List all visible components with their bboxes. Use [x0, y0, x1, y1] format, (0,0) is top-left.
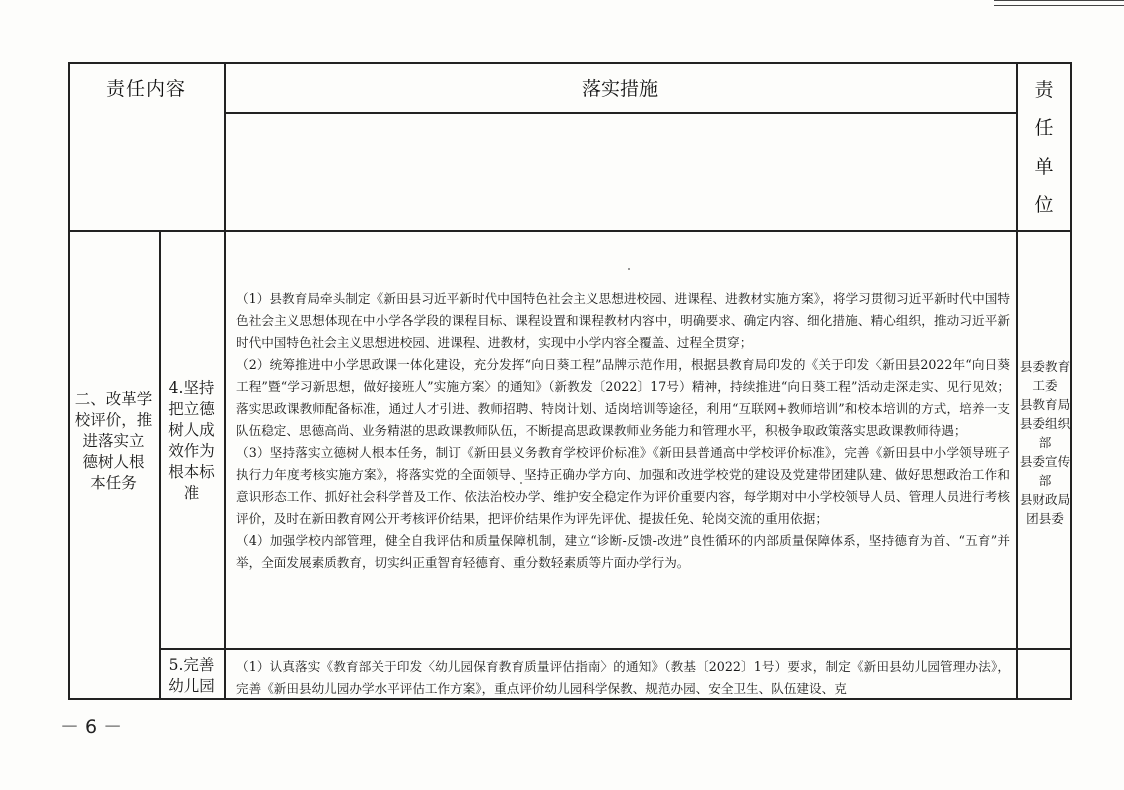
unit-line: 县委教育工委	[1019, 358, 1071, 393]
item-line: 幼儿园	[168, 677, 215, 695]
scan-speck	[520, 482, 522, 484]
top-edge-rule	[994, 0, 1124, 6]
item-line: 树人成	[168, 421, 215, 439]
header-unit-char: 单	[1034, 155, 1054, 178]
item-4-measures	[226, 234, 1016, 650]
item-4-cell	[159, 232, 224, 650]
header-implementation-measures: 落实措施	[581, 77, 658, 100]
responsibility-table	[68, 62, 1072, 700]
item-line: 把立德	[168, 400, 215, 418]
header-responsible-unit	[1016, 62, 1072, 230]
header-unit-char: 责	[1034, 79, 1054, 102]
measure-paragraph: （2）统筹推进中小学思政课一体化建设，充分发挥“向日葵工程”品牌示范作用，根据县教育局印发的《关于印发〈新田县2022年“向日葵工程”暨“学习新思想，做好接班人”实施方案〉的通知》（新教发〔2022〕17号）精神，持续推进“向日葵工程”活动走深走实、见行见效；落实思政课教师配备标准，通过人才引进、教师招聘、特岗计划、适岗培训等途径，利用“互联网+教师培训”和校本培训的方式，培养一支队伍稳定、思德高尚、业务精湛的思政课教师队伍，不断提高思政课教师业务能力和管理水平，积极争取政策落实思政课教师待遇；	[236, 357, 1010, 438]
scan-speck	[628, 268, 630, 270]
item-4-responsible-units	[1018, 234, 1072, 650]
category-line: 德树人根	[82, 452, 145, 471]
measure-paragraph: （1）县教育局牵头制定《新田县习近平新时代中国特色社会主义思想进校园、进课程、进教材实施方案》，将学习贯彻习近平新时代中国特色社会主义思想体现在中小学各学段的课程目标、课程设置和课程教材内容中，明确要求、确定内容、细化措施、精心组织，推动习近平新时代中国特色社会主义思想进校园、进课程、进教材，实现中小学内容全覆盖、过程全贯穿；	[236, 291, 1010, 350]
item-line: 效作为	[168, 442, 215, 460]
unit-line: 县财政局	[1019, 491, 1071, 507]
category-line: 本任务	[90, 473, 137, 492]
item-line: 根本标	[168, 463, 215, 481]
measure-paragraph: （4）加强学校内部管理，健全自我评估和质量保障机制，建立“诊断-反馈-改进”良性循环的内部质量保障体系，坚持德育为首、“五育”并举，全面发展素质教育，切实纠正重智育轻德育、重分数轻素质等片面办学行为。	[236, 533, 1010, 570]
item-line: 准	[183, 484, 200, 502]
unit-line: 县委宣传部	[1019, 453, 1071, 488]
measure-paragraph: （3）坚持落实立德树人根本任务，制订《新田县义务教育学校评价标准》《新田县普通高中学校评价标准》，完善《新田县中小学领导班子执行力年度考核实施方案》，将落实党的全面领导、坚持正确办学方向、加强和改进学校党的建设及党建带团建队建、做好思想政治工作和意识形态工作、抓好社会科学普及工作、依法治校办学、维护安全稳定作为评价重要内容，每学期对中小学校领导人员、管理人员进行考核评价，及时在新田教育网公开考核评价结果，把评价结果作为评先评优、提拔任免、轮岗交流的重用依据；	[236, 445, 1010, 526]
unit-line: 县委组织部	[1019, 415, 1071, 450]
item-5-cell	[159, 652, 224, 700]
page-number: －6－	[60, 716, 129, 738]
unit-line: 县教育局	[1019, 396, 1071, 412]
item-line: 4.坚持	[168, 379, 215, 397]
header-unit-char: 位	[1034, 193, 1054, 216]
item-5-measures	[226, 654, 1016, 700]
item-line: 5.完善	[168, 656, 215, 674]
header-unit-char: 任	[1034, 117, 1054, 140]
category-cell	[68, 232, 159, 650]
category-line: 校评价，推	[74, 410, 153, 429]
measure-paragraph: （1）认真落实《教育部关于印发〈幼儿园保育教育质量评估指南〉的通知》（教基〔2022〕1号）要求，制定《新田县幼儿园管理办法》，完善《新田县幼儿园办学水平评估工作方案》，重点评价幼儿园科学保教、规范办园、安全卫生、队伍建设、克	[236, 659, 1010, 696]
category-line: 进落实立	[82, 431, 145, 450]
header-responsibility-content: 责任内容	[105, 77, 186, 100]
unit-line: 团县委	[1026, 510, 1064, 526]
header-measures-underline	[224, 112, 1016, 114]
category-line: 二、改革学	[74, 389, 153, 408]
